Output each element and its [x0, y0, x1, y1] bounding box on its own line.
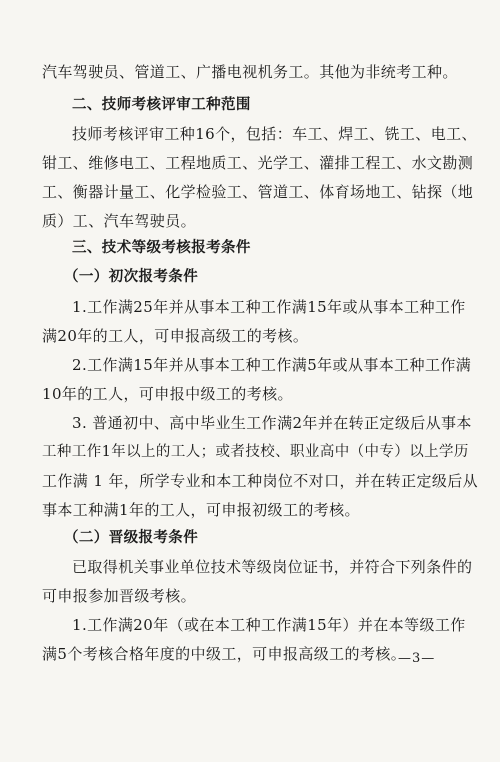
text-line: 技师考核评审工种16个，包括：车工、焊工、铣工、电工、: [72, 125, 477, 143]
text-line: 汽车驾驶员、管道工、广播电视机务工。其他为非统考工种。: [42, 63, 458, 81]
text-line: 工种工作1年以上的工人；或者技校、职业高中（中专）以上学历: [42, 444, 469, 460]
section-heading: 二、技师考核评审工种范围: [72, 97, 251, 113]
subsection-heading: （一）初次报考条件: [64, 269, 199, 285]
subsection-heading: （二）晋级报考条件: [64, 530, 199, 546]
text-line: 满20年的工人，可申报高级工的考核。: [42, 327, 309, 345]
text-line: 2.工作满15年并从事本工种工作满5年或从事本工种工作满: [72, 356, 472, 374]
text-line: 1.工作满25年并从事本工种工作满15年或从事本工种工作: [72, 298, 466, 316]
page-number: —3—: [398, 651, 436, 666]
text-line: 钳工、维修电工、工程地质工、光学工、灌排工程工、水文勘测: [42, 154, 474, 172]
text-line: 满5个考核合格年度的中级工，可申报高级工的考核。: [42, 645, 407, 663]
text-line: 可申报参加晋级考核。: [42, 587, 197, 605]
text-line: 3. 普通初中、高中毕业生工作满2年并在转正定级后从事本: [72, 414, 472, 432]
text-line: 1.工作满20年（或在本工种工作满15年）并在本等级工作: [72, 616, 466, 634]
text-line: 10年的工人，可申报中级工的考核。: [42, 385, 293, 403]
text-line: 事本工种满1年的工人，可申报初级工的考核。: [42, 501, 360, 519]
text-line: 已取得机关事业单位技术等级岗位证书，并符合下列条件的: [72, 558, 473, 576]
text-line: 质）工、汽车驾驶员。: [42, 212, 197, 230]
text-line: 工作满 1 年，所学专业和本工种岗位不对口，并在转正定级后从: [42, 472, 479, 490]
text-line: 工、衡器计量工、化学检验工、管道工、体育场地工、钻探（地: [42, 183, 474, 201]
section-heading: 三、技术等级考核报考条件: [72, 240, 251, 256]
